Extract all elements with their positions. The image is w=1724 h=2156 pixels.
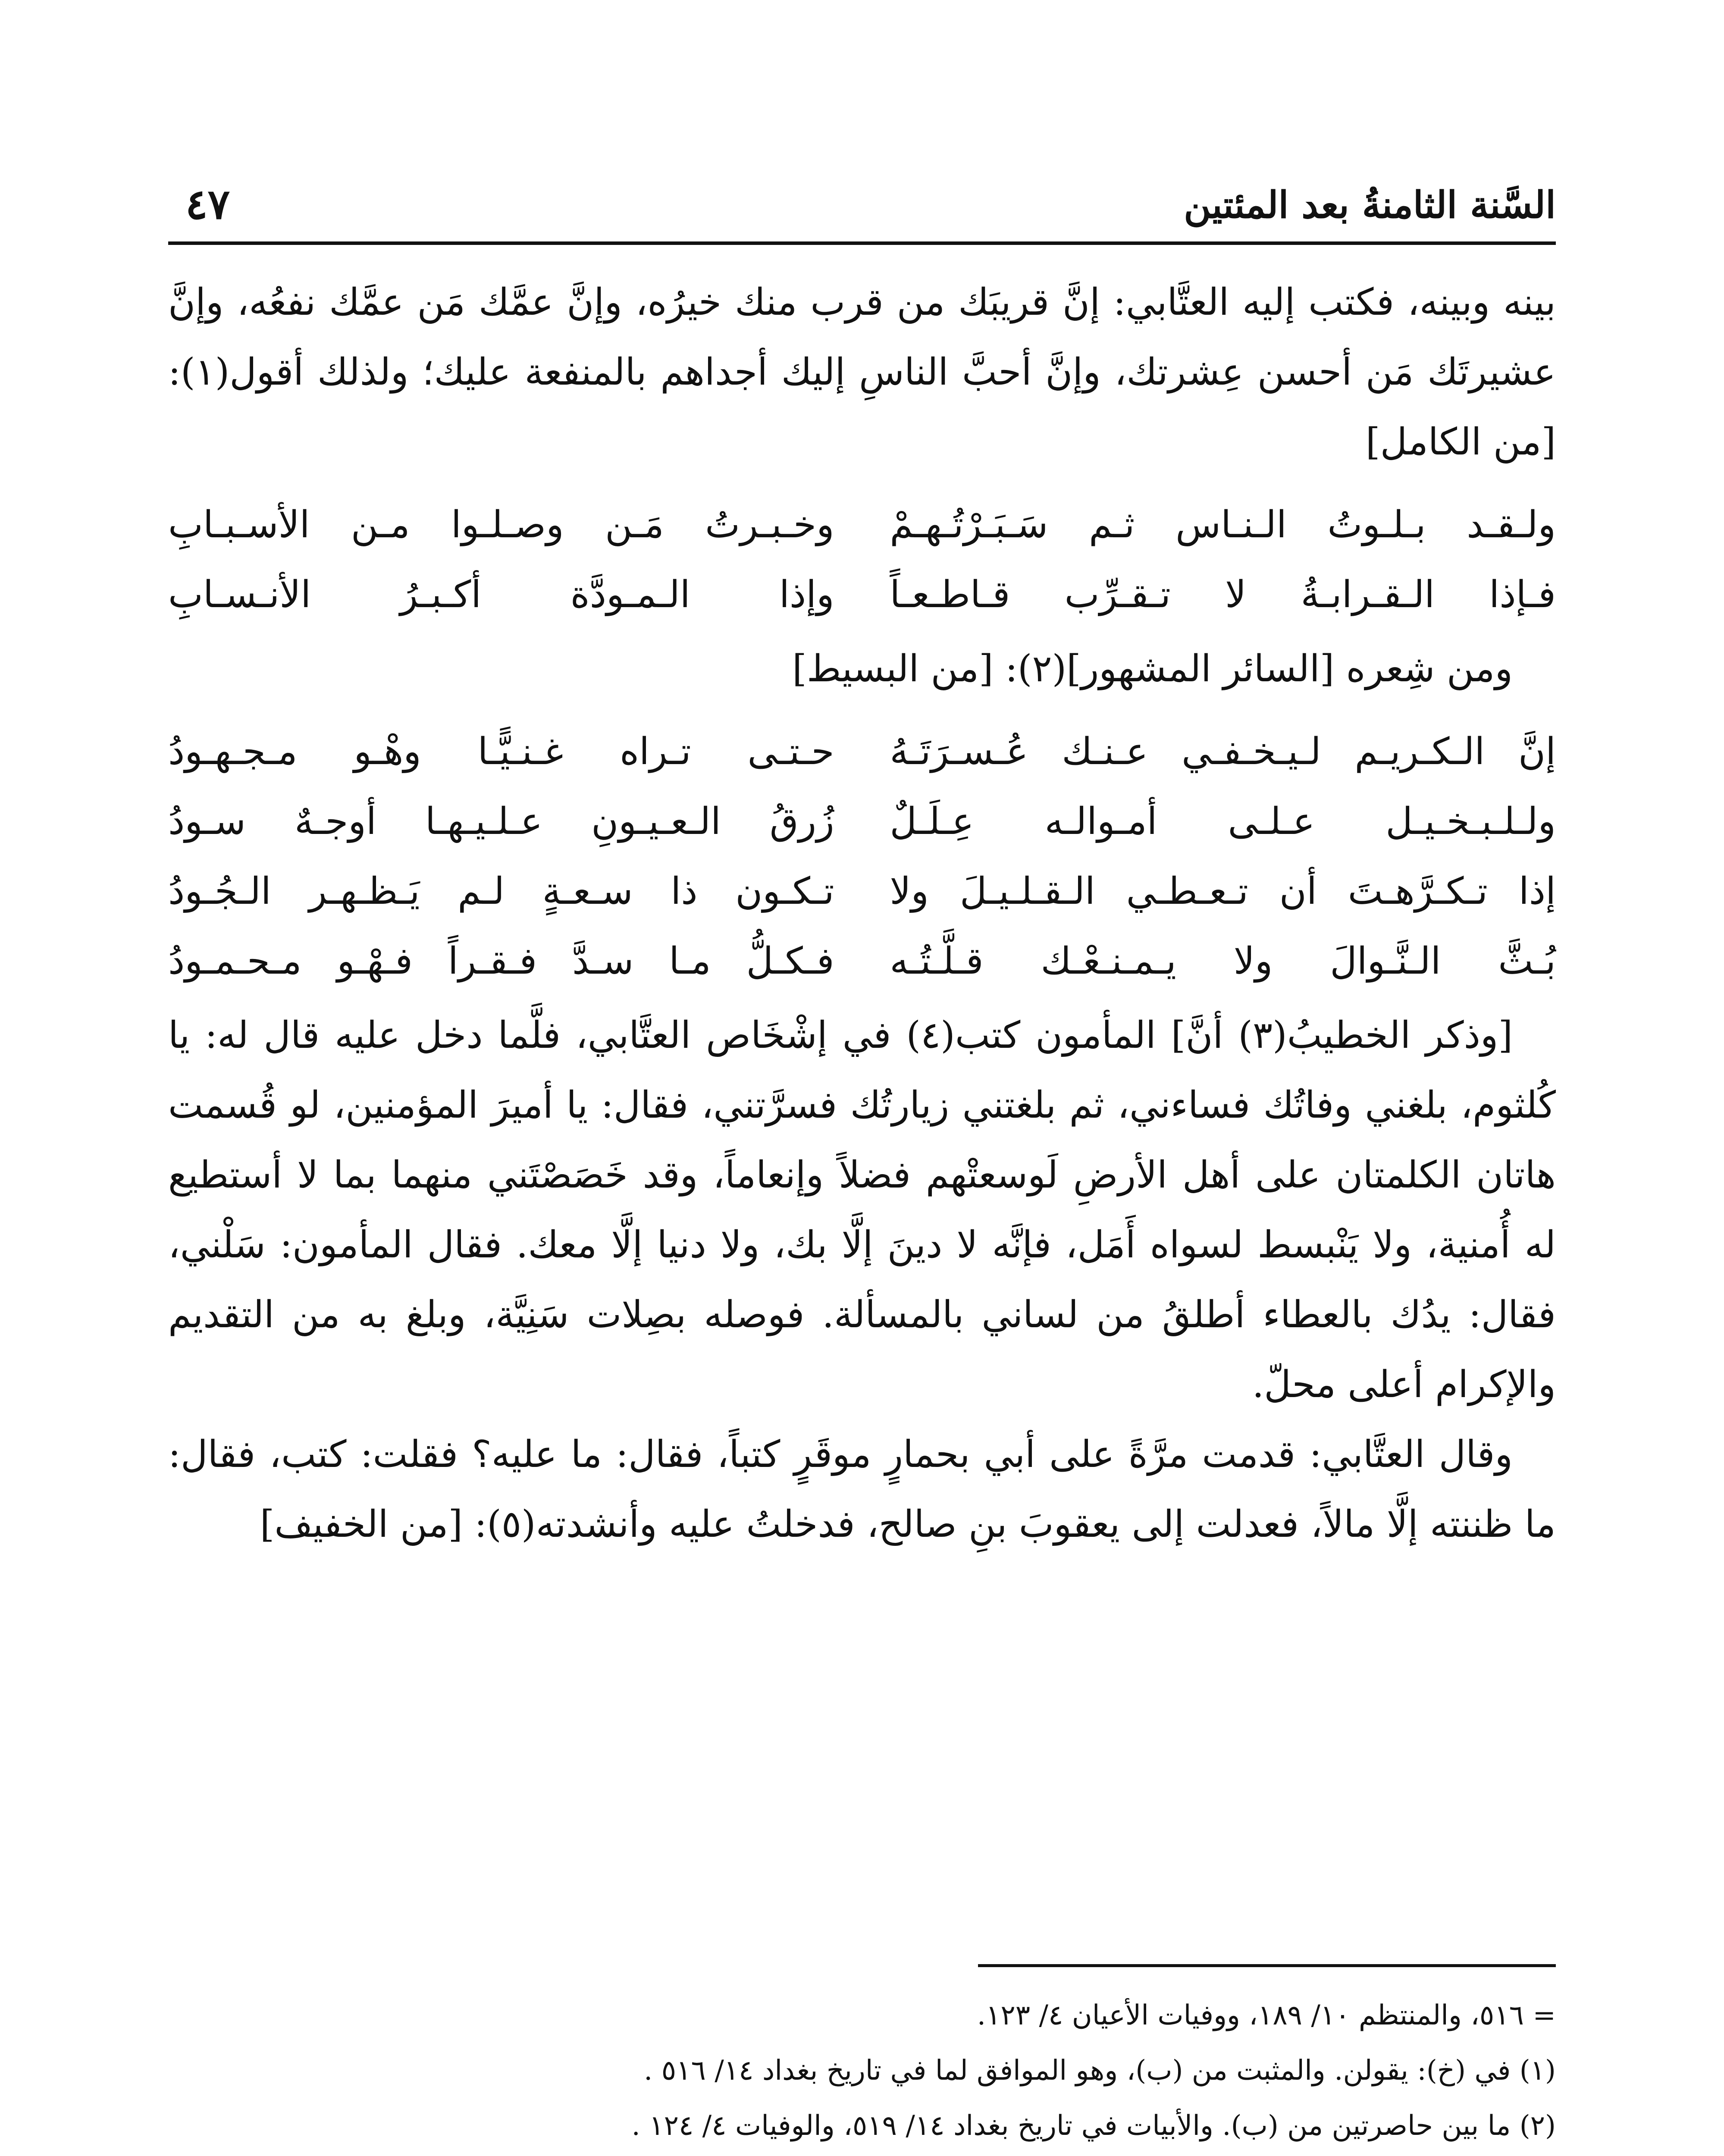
verse-line	[168, 856, 1556, 926]
verse-second-hemistich: تـكـون ذا سـعـةٍ لـم يَـظـهـر الـجُـودُ	[168, 870, 834, 913]
verse-first-hemistich: بُـثَّ الـنَّـوالَ ولا يـمـنـعْـك قـلَّـتُـه	[890, 940, 1556, 983]
verse-second-hemistich: وإذا الـمـودَّة أكـبـرُ الأنـسـابِ	[168, 573, 834, 616]
verse-first-hemistich: فـإذا الـقـرابـةُ لا تـقـرِّب قـاطـعـاً	[890, 573, 1556, 616]
main-text	[168, 267, 1556, 1559]
footnote-separator	[978, 1964, 1556, 1967]
verse-line	[168, 560, 1556, 630]
verse-line	[168, 787, 1556, 856]
running-title: السَّنة الثامنةُ بعد المئتين	[1184, 183, 1556, 227]
footnote-2: (٢) ما بين حاصرتين من (ب). والأبيات في تاريخ بغداد ١٤/ ٥١٩، والوفيات ٤/ ١٢٤ .	[631, 2110, 1556, 2142]
page-header	[168, 172, 1556, 245]
footnote-1: (١) في (خ): يقولن. والمثبت من (ب)، وهو الموافق لما في تاريخ بغداد ١٤/ ٥١٦ .	[644, 2055, 1556, 2087]
verse-first-hemistich: إنَّ الـكـريـم لـيـخـفـي عـنـك عُـسـرَتَـهُ	[890, 730, 1556, 773]
footnote-continuation: = ٥١٦، والمنتظم ١٠/ ١٨٩، ووفيات الأعيان ٤/ ١٢٣.	[977, 1999, 1556, 2031]
verse-first-hemistich: إذا تـكـرَّهـتَ أن تـعـطـي الـقـلـيـلَ ولا	[890, 870, 1556, 913]
verse-first-hemistich: ولـقـد بـلـوتُ الـنـاس ثـم سَـبَـرْتُـهـمْ	[890, 503, 1556, 546]
verse-second-hemistich: وخـبـرتُ مَـن وصـلـوا مـن الأسـبـابِ	[168, 503, 834, 546]
verse-second-hemistich: فـكـلُّ مـا سـدَّ فـقـراً فـهْـو مـحـمـودُ	[168, 940, 834, 983]
verse-line	[168, 490, 1556, 560]
verse-line	[168, 717, 1556, 787]
poem-basit	[168, 717, 1556, 996]
paragraph-1: بينه وبينه، فكتب إليه العتَّابي: إنَّ قريبَك من قرب منك خيرُه، وإنَّ عمَّك مَن عمَّك نفعُه، وإنَّ عشيرتَك مَن أحسن عِشرتك، وإنَّ أحبَّ الناسِ إليك أجداهم بالمنفعة عليك؛ ولذلك أقول(١): [من الكامل]	[168, 281, 1556, 464]
footnote-3	[168, 2153, 1556, 2156]
verse-second-hemistich: حـتـى تـراه غـنـيًّـا وهْـو مـجـهـودُ	[168, 730, 834, 773]
paragraph-2: [وذكر الخطيبُ(٣) أنَّ] المأمون كتب(٤) في إشْخَاص العتَّابي، فلَّما دخل عليه قال له: يا كُلثوم، بلغني وفاتُك فساءني، ثم بلغتني زيارتُك فسرَّتني، فقال: يا أميرَ المؤمنين، لو قُسمت هاتان الكلمتان على أهل الأرضِ لَوسعتْهم فضلاً وإنعاماً، وقد خَصَصْتَني منهما بما لا أستطيع له أُمنية، ولا يَنْبسط لسواه أَمَل، فإنَّه لا دينَ إلَّا بك، ولا دنيا إلَّا معك. فقال المأمون: سَلْني، فقال: يدُك بالعطاء أطلقُ من لساني بالمسألة. فوصله بصِلات سَنِيَّة، وبلغ به من التقديم والإكرام أعلى محلّ.	[168, 1014, 1556, 1406]
page-number: ٤٧	[185, 180, 230, 229]
verse-first-hemistich: ولـلـبـخـيـل عـلـى أمـوالـه عِـلَـلٌ	[890, 800, 1556, 843]
poem-intro: ومن شِعره [السائر المشهور](٢): [من البسيط]	[792, 647, 1513, 690]
paragraph-3: وقال العتَّابي: قدمت مرَّةً على أبي بحمارٍ موقَرٍ كتباً، فقال: ما عليه؟ فقلت: كتب، فقال: ما ظننته إلَّا مالاً، فعدلت إلى يعقوبَ بنِ صالح، فدخلتُ عليه وأنشدته(٥): [من الخفيف]	[168, 1433, 1556, 1546]
verse-line	[168, 926, 1556, 996]
poem-kamil	[168, 490, 1556, 630]
footnotes	[168, 1988, 1556, 2156]
verse-second-hemistich: زُرقُ الـعـيـونِ عـلـيـهـا أوجـهٌ سـودُ	[168, 800, 834, 843]
